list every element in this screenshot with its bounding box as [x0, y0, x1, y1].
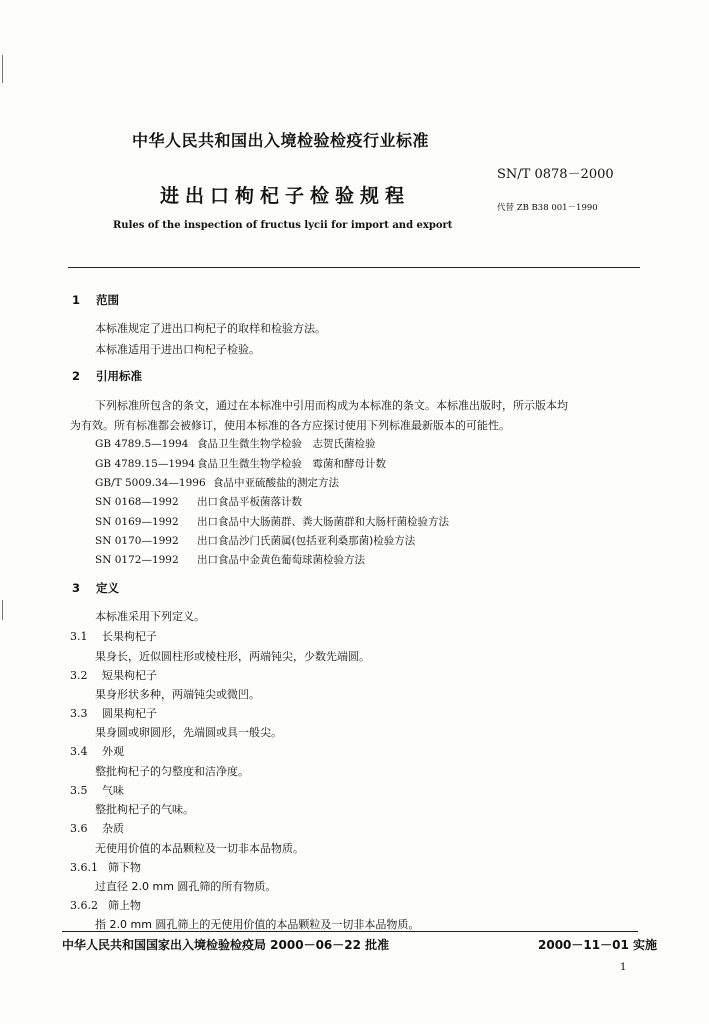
header-divider [68, 267, 640, 268]
footer-divider [62, 931, 638, 932]
reference-title: 食品卫生微生物学检验 霉菌和酵母计数 [197, 458, 386, 470]
definition-number: 3.4 [70, 745, 88, 758]
definition-number: 3.5 [70, 784, 88, 797]
section-3-heading [72, 580, 119, 596]
definition-term-text: 气味 [102, 784, 124, 797]
definition-term-text: 长果枸杞子 [102, 630, 157, 643]
definition-term-text: 筛上物 [108, 899, 141, 912]
reference-item [95, 494, 302, 509]
reference-title: 出口食品平板菌落计数 [197, 496, 302, 508]
definition-number: 3.6 [70, 822, 88, 835]
definition-term [70, 782, 124, 798]
reference-title: 出口食品沙门氏菌属(包括亚利桑那菌)检验方法 [197, 535, 416, 547]
definition-term [70, 628, 157, 644]
paragraph: 下列标准所包含的条文，通过在本标准中引用而构成为本标准的条文。本标准出版时，所示版本均 [95, 399, 568, 412]
reference-code: SN 0168—1992 [95, 496, 179, 508]
definition-term [70, 667, 157, 683]
definition-text: 指 2.0 mm 圆孔筛上的无使用价值的本品颗粒及一切非本品物质。 [95, 918, 420, 931]
reference-item [95, 533, 415, 548]
implementation-date: 2000－11－01 实施 [538, 938, 657, 952]
section-number: 2 [72, 369, 81, 383]
scan-edge-mark [2, 600, 3, 620]
definition-text: 整批枸杞子的气味。 [95, 803, 194, 816]
section-number: 3 [72, 581, 81, 595]
definition-number: 3.1 [70, 630, 88, 643]
definition-number: 3.6.1 [70, 861, 98, 874]
definition-term [70, 859, 141, 875]
section-title: 引用标准 [96, 369, 142, 383]
paragraph: 本标准适用于进出口枸杞子检验。 [95, 343, 260, 356]
definition-text: 果身长，近似圆柱形或棱柱形，两端钝尖，少数先端圆。 [95, 650, 370, 663]
reference-item [95, 514, 449, 529]
definition-text: 果身圆或卵圆形，先端圆或具一般尖。 [95, 726, 282, 739]
paragraph: 为有效。所有标准都会被修订，使用本标准的各方应探讨使用下列标准最新版本的可能性。 [70, 419, 510, 432]
section-number: 1 [72, 293, 81, 307]
reference-title: 出口食品中金黄色葡萄球菌检验方法 [197, 554, 365, 566]
section-2-heading [72, 368, 142, 384]
definition-number: 3.3 [70, 707, 88, 720]
reference-code: GB/T 5009.34—1996 [95, 477, 206, 489]
reference-item [95, 456, 386, 471]
reference-title: 食品卫生微生物学检验 志贺氏菌检验 [197, 438, 376, 450]
english-title: Rules of the inspection of fructus lycii for import and export [113, 220, 453, 231]
definition-text: 整批枸杞子的匀整度和洁净度。 [95, 765, 249, 778]
definition-number: 3.2 [70, 669, 88, 682]
document-title: 进出口枸杞子检验规程 [160, 185, 411, 207]
definition-term-text: 圆果枸杞子 [102, 707, 157, 720]
reference-title: 食品中亚硫酸盐的测定方法 [213, 477, 339, 489]
definition-text: 过直径 2.0 mm 圆孔筛的所有物质。 [95, 880, 277, 893]
section-1-heading [72, 292, 119, 308]
definition-term [70, 705, 157, 721]
scan-edge-mark [2, 55, 3, 83]
reference-item [95, 436, 376, 451]
reference-code: SN 0170—1992 [95, 535, 179, 547]
reference-title: 出口食品中大肠菌群、粪大肠菌群和大肠杆菌检验方法 [197, 516, 449, 528]
definition-term-text: 筛下物 [108, 861, 141, 874]
definition-term-text: 外观 [102, 745, 124, 758]
definition-text: 果身形状多种，两端钝尖或微凹。 [95, 688, 260, 701]
definition-term [70, 897, 141, 913]
reference-code: GB 4789.15—1994 [95, 458, 196, 470]
definition-term [70, 743, 124, 759]
section-title: 定义 [96, 581, 119, 595]
definition-term [70, 820, 124, 836]
definition-text: 无使用价值的本品颗粒及一切非本品物质。 [95, 842, 304, 855]
approval-issuer: 中华人民共和国国家出入境检验检疫局 2000－06－22 批准 [62, 938, 390, 952]
reference-item [95, 475, 339, 490]
page-number: 1 [620, 962, 627, 973]
section-title: 范围 [96, 293, 119, 307]
definition-number: 3.6.2 [70, 899, 98, 912]
definition-term-text: 杂质 [102, 822, 124, 835]
reference-code: SN 0172—1992 [95, 554, 179, 566]
definition-term-text: 短果枸杞子 [102, 669, 157, 682]
standard-code: SN/T 0878－2000 [497, 167, 614, 182]
paragraph: 本标准规定了进出口枸杞子的取样和检验方法。 [95, 322, 326, 335]
reference-code: SN 0169—1992 [95, 516, 179, 528]
replaces-standard: 代替 ZB B38 001－1990 [497, 203, 598, 213]
paragraph: 本标准采用下列定义。 [95, 610, 205, 623]
reference-code: GB 4789.5—1994 [95, 438, 189, 450]
standard-category-title: 中华人民共和国出入境检验检疫行业标准 [132, 131, 430, 150]
reference-item [95, 552, 365, 567]
